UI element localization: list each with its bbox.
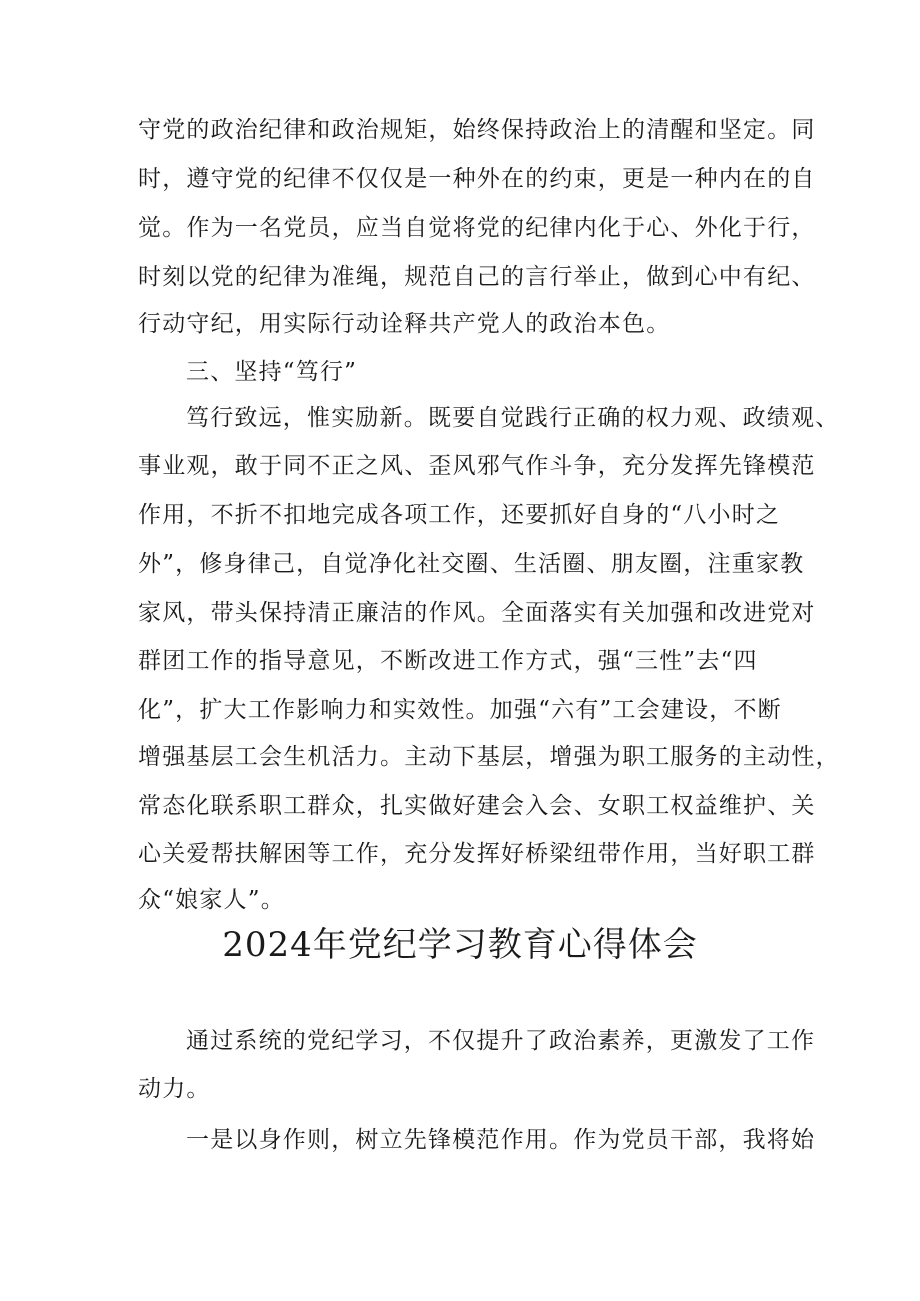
paragraph-line: 家风，带头保持清正廉洁的作风。全面落实有关加强和改进党对: [138, 600, 816, 626]
paragraph-line: 作用，不折不扣地完成各项工作，还要抓好自身的“八小时之: [138, 502, 781, 528]
paragraph-line: 笃行致远，惟实励新。既要自觉践行正确的权力观、政绩观、: [186, 405, 840, 431]
section-heading: 三、坚持“笃行”: [186, 359, 358, 385]
paragraph-line: 时，遵守党的纪律不仅仅是一种外在的约束，更是一种内在的自: [138, 166, 816, 192]
paragraph-line: 增强基层工会生机活力。主动下基层，增强为职工服务的主动性，: [138, 744, 840, 770]
paragraph-line: 众“娘家人”。: [138, 887, 285, 913]
paragraph-line: 心关爱帮扶解困等工作，充分发挥好桥梁纽带作用，当好职工群: [138, 841, 816, 867]
paragraph-line: 守党的政治纪律和政治规矩，始终保持政治上的清醒和坚定。同: [138, 117, 816, 143]
paragraph-line: 群团工作的指导意见，不断改进工作方式，强“三性”去“四: [138, 648, 758, 674]
paragraph-line: 行动守纪，用实际行动诠释共产党人的政治本色。: [138, 311, 671, 337]
article-title: 2024年党纪学习教育心得体会: [222, 925, 698, 965]
paragraph-line: 通过系统的党纪学习，不仅提升了政治素养，更激发了工作: [186, 1028, 816, 1054]
paragraph-line: 外”，修身律己，自觉净化社交圈、生活圈、朋友圈，注重家教: [138, 551, 805, 577]
paragraph-line: 事业观，敢于同不正之风、歪风邪气作斗争，充分发挥先锋模范: [138, 453, 816, 479]
paragraph-line: 时刻以党的纪律为准绳，规范自己的言行举止，做到心中有纪、: [138, 264, 816, 290]
paragraph-line: 动力。: [138, 1076, 211, 1102]
paragraph-line: 化”，扩大工作影响力和实效性。加强“六有”工会建设，不断: [138, 697, 782, 723]
paragraph-line: 常态化联系职工群众，扎实做好建会入会、女职工权益维护、关: [138, 793, 816, 819]
paragraph-line: 觉。作为一名党员，应当自觉将党的纪律内化于心、外化于行，: [138, 215, 816, 241]
paragraph-line: 一是以身作则，树立先锋模范作用。作为党员干部，我将始: [186, 1127, 816, 1153]
